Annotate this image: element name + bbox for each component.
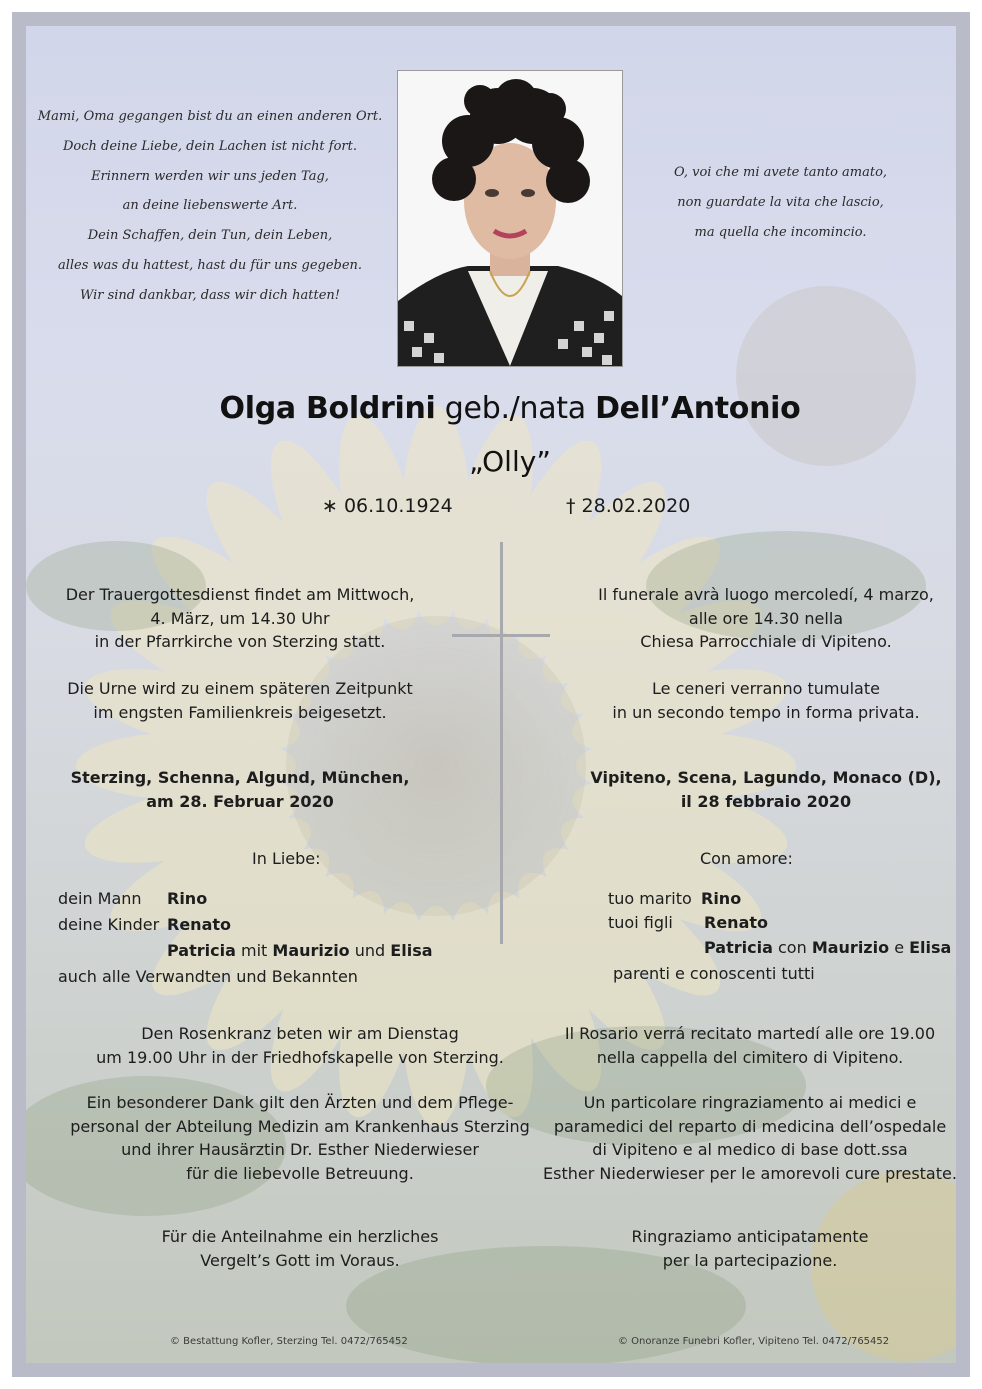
de-urn <box>30 677 450 724</box>
poem-line: ma quella che incomincio. <box>694 224 867 240</box>
poem-line: an deine liebenswerte Art. <box>122 198 298 214</box>
poem-line: non guardate la vita che lascio, <box>677 194 884 210</box>
poem-german <box>30 102 390 311</box>
de-thanks <box>30 1091 570 1185</box>
it-thanks <box>536 1091 964 1185</box>
text-line: Vipiteno, Scena, Lagundo, Monaco (D), <box>590 768 942 787</box>
it-children-label: tuoi figli <box>608 913 673 932</box>
de-relatives: auch alle Verwandten und Bekannten <box>58 967 358 986</box>
text-line: alle ore 14.30 nella <box>688 608 844 628</box>
cross-bar <box>452 634 550 637</box>
text-line: am 28. Februar 2020 <box>146 791 334 811</box>
poem-italian <box>633 158 928 247</box>
de-with: mit <box>240 941 268 960</box>
name-maiden: Dell’Antonio <box>595 391 801 426</box>
it-with: con <box>777 938 807 957</box>
it-and: e <box>894 938 905 957</box>
de-partner: Maurizio <box>272 941 350 960</box>
nickname: „Olly” <box>469 445 551 478</box>
de-husband: Rino <box>167 889 208 908</box>
text-line: il 28 febbraio 2020 <box>680 791 852 811</box>
de-service <box>30 583 450 654</box>
it-service <box>560 583 972 654</box>
de-in-love: In Liebe: <box>252 849 321 868</box>
portrait-photo <box>397 70 623 367</box>
it-rosary <box>540 1022 960 1069</box>
text-line: Un particolare ringraziamento ai medici e <box>583 1093 917 1112</box>
it-footer: © Onoranze Funebri Kofler, Vipiteno Tel. 0472/765452 <box>618 1336 890 1347</box>
it-child-2: Patricia <box>704 938 773 957</box>
name-middle: geb./nata <box>444 391 586 426</box>
it-grandchild: Elisa <box>909 938 952 957</box>
name-first: Olga Boldrini <box>219 391 436 426</box>
text-line: Der Trauergottesdienst findet am Mittwoch, <box>65 585 415 604</box>
poem-line: Dein Schaffen, dein Tun, dein Leben, <box>87 228 333 244</box>
poem-line: Wir sind dankbar, dass wir dich hatten! <box>79 287 341 303</box>
text-line: Für die Anteilnahme ein herzliches <box>161 1227 439 1246</box>
poem-line: Erinnern werden wir uns jeden Tag, <box>91 168 329 184</box>
de-place-date <box>30 766 450 813</box>
text-line: Sterzing, Schenna, Algund, München, <box>70 768 410 787</box>
it-husband: Rino <box>701 889 742 908</box>
cross-icon <box>500 542 503 944</box>
it-closing <box>540 1225 960 1272</box>
de-footer: © Bestattung Kofler, Sterzing Tel. 0472/765452 <box>170 1336 408 1347</box>
poem-line: Mami, Oma gegangen bist du an einen anderen Ort. <box>37 109 383 124</box>
text-line: Il Rosario verrá recitato martedí alle ore 19.00 <box>564 1024 936 1043</box>
deceased-name <box>100 391 920 426</box>
it-relatives: parenti e conoscenti tutti <box>613 964 815 983</box>
it-partner: Maurizio <box>811 938 890 957</box>
de-closing <box>30 1225 570 1272</box>
it-with-love: Con amore: <box>700 849 793 868</box>
poem-line: Doch deine Liebe, dein Lachen ist nicht fort. <box>62 138 358 154</box>
text-line: für die liebevolle Betreuung. <box>186 1163 414 1183</box>
death-date: † 28.02.2020 <box>566 495 691 517</box>
text-line: Ein besonderer Dank gilt den Ärzten und dem Pflege- <box>86 1093 514 1112</box>
text-line: di Vipiteno e al medico di base dott.ssa <box>592 1140 908 1159</box>
text-line: um 19.00 Uhr in der Friedhofskapelle von Sterzing. <box>96 1047 504 1067</box>
text-line: Chiesa Parrocchiale di Vipiteno. <box>640 632 892 651</box>
de-husband-label: dein Mann <box>58 889 142 908</box>
text-line: personal der Abteilung Medizin am Krankenhaus Sterzing <box>70 1116 530 1136</box>
text-line: per la partecipazione. <box>662 1250 838 1270</box>
text-line: Il funerale avrà luogo mercoledí, 4 marzo, <box>598 585 934 604</box>
de-child-1: Renato <box>167 915 231 934</box>
de-and: und <box>354 941 386 960</box>
text-line: im engsten Familienkreis beigesetzt. <box>93 702 387 722</box>
text-line: paramedici del reparto di medicina dell’ospedale <box>553 1116 947 1136</box>
it-child-1: Renato <box>704 913 768 932</box>
text-line: und ihrer Hausärztin Dr. Esther Niederwieser <box>121 1140 479 1159</box>
text-line: Ringraziamo anticipatamente <box>631 1227 869 1246</box>
it-husband-label: tuo marito <box>608 889 692 908</box>
text-line: Vergelt’s Gott im Voraus. <box>200 1250 400 1270</box>
de-child-2-line <box>167 941 433 960</box>
text-line: Esther Niederwieser per le amorevoli cure prestate. <box>543 1163 957 1183</box>
text-line: Die Urne wird zu einem späteren Zeitpunkt <box>67 679 413 698</box>
de-grandchild: Elisa <box>390 941 433 960</box>
text-line: 4. März, um 14.30 Uhr <box>150 608 330 628</box>
text-line: in un secondo tempo in forma privata. <box>612 702 920 722</box>
text-line: Le ceneri verranno tumulate <box>652 679 880 698</box>
text-line: in der Pfarrkirche von Sterzing statt. <box>94 632 386 651</box>
it-urn <box>560 677 972 724</box>
de-children-label: deine Kinder <box>58 915 160 934</box>
poem-line: O, voi che mi avete tanto amato, <box>673 165 888 180</box>
sunflower-top-right <box>736 286 916 466</box>
birth-date: ∗ 06.10.1924 <box>322 495 453 517</box>
poem-line: alles was du hattest, hast du für uns gegeben. <box>57 257 363 273</box>
de-rosary <box>30 1022 570 1069</box>
text-line: Den Rosenkranz beten wir am Dienstag <box>141 1024 459 1043</box>
text-line: nella cappella del cimitero di Vipiteno. <box>596 1047 904 1067</box>
de-child-2: Patricia <box>167 941 236 960</box>
it-child-2-line <box>704 938 951 957</box>
it-place-date <box>560 766 972 813</box>
